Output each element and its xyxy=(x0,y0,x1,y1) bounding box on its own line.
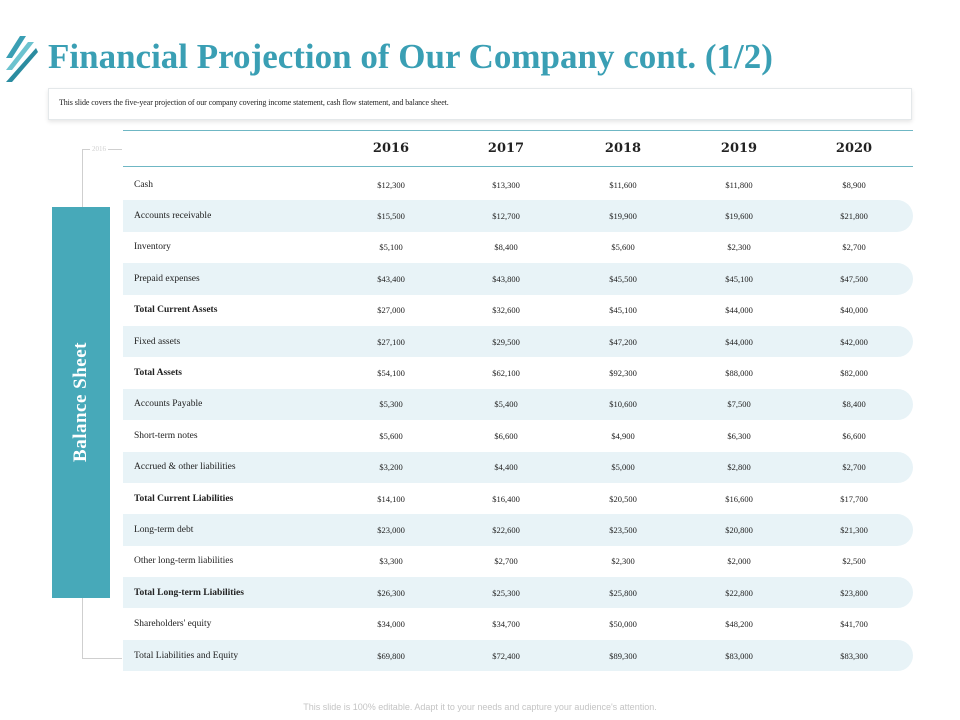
cell-value: $2,300 xyxy=(727,242,751,253)
cell-value: $17,700 xyxy=(840,493,868,504)
cell-value: $23,000 xyxy=(377,524,405,535)
year-header: 2018 xyxy=(604,141,642,156)
cell-value: $19,900 xyxy=(609,211,637,222)
balance-sheet-table xyxy=(123,130,913,671)
row-label: Prepaid expenses xyxy=(134,273,200,284)
cell-value: $8,400 xyxy=(842,399,866,410)
cell-value: $47,200 xyxy=(609,336,637,347)
year-header: 2016 xyxy=(372,141,410,156)
table-row xyxy=(123,357,913,388)
cell-value: $19,600 xyxy=(725,211,753,222)
table-row xyxy=(123,546,913,577)
cell-value: $82,000 xyxy=(840,368,868,379)
table-row xyxy=(123,263,913,294)
cell-value: $22,800 xyxy=(725,587,753,598)
cell-value: $26,300 xyxy=(377,587,405,598)
cell-value: $13,300 xyxy=(492,179,520,190)
cell-value: $10,600 xyxy=(609,399,637,410)
year-header: 2017 xyxy=(487,141,525,156)
row-label: Fixed assets xyxy=(134,336,181,347)
cell-value: $12,700 xyxy=(492,211,520,222)
cell-value: $50,000 xyxy=(609,619,637,630)
cell-value: $5,000 xyxy=(611,462,635,473)
cell-value: $47,500 xyxy=(840,273,868,284)
cell-value: $11,600 xyxy=(609,179,637,190)
cell-value: $5,600 xyxy=(379,430,403,441)
row-label: Accounts receivable xyxy=(134,211,212,222)
cell-value: $41,700 xyxy=(840,619,868,630)
cell-value: $25,300 xyxy=(492,587,520,598)
table-row xyxy=(123,169,913,200)
cell-value: $5,600 xyxy=(611,242,635,253)
row-label: Total Long-term Liabilities xyxy=(134,587,244,598)
cell-value: $69,800 xyxy=(377,650,405,661)
cell-value: $27,000 xyxy=(377,305,405,316)
cell-value: $72,400 xyxy=(492,650,520,661)
cell-value: $7,500 xyxy=(727,399,751,410)
row-label: Total Assets xyxy=(134,368,182,379)
cell-value: $15,500 xyxy=(377,211,405,222)
table-body xyxy=(123,169,913,671)
cell-value: $6,300 xyxy=(727,430,751,441)
cell-value: $2,800 xyxy=(727,462,751,473)
cell-value: $23,500 xyxy=(609,524,637,535)
cell-value: $2,700 xyxy=(842,462,866,473)
row-label: Accounts Payable xyxy=(134,399,203,410)
cell-value: $11,800 xyxy=(725,179,753,190)
cell-value: $29,500 xyxy=(492,336,520,347)
cell-value: $5,300 xyxy=(379,399,403,410)
cell-value: $45,100 xyxy=(725,273,753,284)
cell-value: $12,300 xyxy=(377,179,405,190)
cell-value: $2,700 xyxy=(842,242,866,253)
cell-value: $62,100 xyxy=(492,368,520,379)
cell-value: $43,800 xyxy=(492,273,520,284)
year-header: 2020 xyxy=(835,141,873,156)
table-row xyxy=(123,514,913,545)
row-label: Accrued & other liabilities xyxy=(134,462,236,473)
cell-value: $2,500 xyxy=(842,556,866,567)
cell-value: $4,900 xyxy=(611,430,635,441)
row-label: Total Current Liabilities xyxy=(134,493,234,504)
cell-value: $2,700 xyxy=(494,556,518,567)
cell-value: $2,000 xyxy=(727,556,751,567)
cell-value: $43,400 xyxy=(377,273,405,284)
cell-value: $8,400 xyxy=(494,242,518,253)
logo-stripes-icon xyxy=(6,36,38,82)
table-row xyxy=(123,577,913,608)
cell-value: $14,100 xyxy=(377,493,405,504)
faint-year-tag: 2016 xyxy=(92,145,106,153)
table-row xyxy=(123,640,913,671)
table-header xyxy=(123,130,913,167)
row-label: Cash xyxy=(134,179,153,190)
cell-value: $5,100 xyxy=(379,242,403,253)
cell-value: $5,400 xyxy=(494,399,518,410)
subtitle-text: This slide covers the five-year projection of our company covering income statement, cash flow statement, and balance sheet. xyxy=(59,98,449,107)
cell-value: $23,800 xyxy=(840,587,868,598)
cell-value: $34,000 xyxy=(377,619,405,630)
cell-value: $88,000 xyxy=(725,368,753,379)
cell-value: $44,000 xyxy=(725,305,753,316)
cell-value: $44,000 xyxy=(725,336,753,347)
cell-value: $16,400 xyxy=(492,493,520,504)
table-row xyxy=(123,326,913,357)
cell-value: $3,200 xyxy=(379,462,403,473)
row-label: Long-term debt xyxy=(134,524,194,535)
cell-value: $45,100 xyxy=(609,305,637,316)
table-row xyxy=(123,200,913,231)
table-row xyxy=(123,389,913,420)
row-label: Shareholders' equity xyxy=(134,619,212,630)
cell-value: $32,600 xyxy=(492,305,520,316)
cell-value: $92,300 xyxy=(609,368,637,379)
table-row xyxy=(123,420,913,451)
table-row xyxy=(123,452,913,483)
table-row xyxy=(123,232,913,263)
cell-value: $83,000 xyxy=(725,650,753,661)
table-row xyxy=(123,483,913,514)
cell-value: $6,600 xyxy=(842,430,866,441)
cell-value: $25,800 xyxy=(609,587,637,598)
cell-value: $20,800 xyxy=(725,524,753,535)
row-label: Other long-term liabilities xyxy=(134,556,234,567)
cell-value: $4,400 xyxy=(494,462,518,473)
cell-value: $21,800 xyxy=(840,211,868,222)
cell-value: $21,300 xyxy=(840,524,868,535)
cell-value: $16,600 xyxy=(725,493,753,504)
cell-value: $6,600 xyxy=(494,430,518,441)
side-label: Balance Sheet xyxy=(70,342,91,462)
year-header: 2019 xyxy=(720,141,758,156)
row-label: Total Liabilities and Equity xyxy=(134,650,239,661)
cell-value: $2,300 xyxy=(611,556,635,567)
table-row xyxy=(123,295,913,326)
row-label: Inventory xyxy=(134,242,171,253)
cell-value: $54,100 xyxy=(377,368,405,379)
page-title: Financial Projection of Our Company cont. (1/2) xyxy=(48,37,773,76)
cell-value: $89,300 xyxy=(609,650,637,661)
cell-value: $48,200 xyxy=(725,619,753,630)
cell-value: $27,100 xyxy=(377,336,405,347)
cell-value: $3,300 xyxy=(379,556,403,567)
cell-value: $8,900 xyxy=(842,179,866,190)
cell-value: $42,000 xyxy=(840,336,868,347)
footer-note: This slide is 100% editable. Adapt it to your needs and capture your audience's attention. xyxy=(303,702,657,712)
cell-value: $83,300 xyxy=(840,650,868,661)
cell-value: $40,000 xyxy=(840,305,868,316)
row-label: Total Current Assets xyxy=(134,305,218,316)
cell-value: $34,700 xyxy=(492,619,520,630)
cell-value: $45,500 xyxy=(609,273,637,284)
subtitle-box xyxy=(48,88,912,120)
row-label: Short-term notes xyxy=(134,430,198,441)
cell-value: $20,500 xyxy=(609,493,637,504)
table-row xyxy=(123,608,913,639)
cell-value: $22,600 xyxy=(492,524,520,535)
